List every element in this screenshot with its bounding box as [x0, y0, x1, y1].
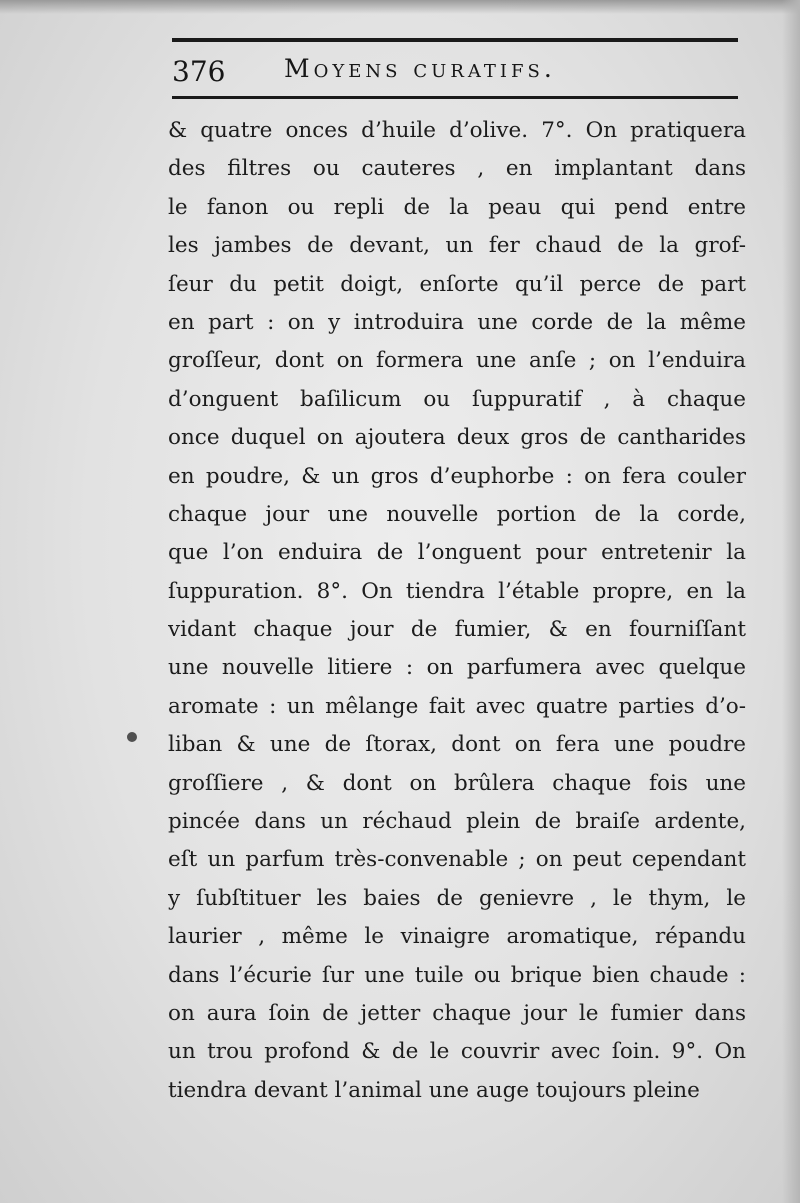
text-line: ſeur du petit doigt, enſorte qu’il perce de part — [168, 271, 746, 297]
text-line: en poudre, & un gros d’euphorbe : on fera couler — [168, 463, 746, 489]
text-line: vidant chaque jour de fumier, & en fourniſſant — [168, 617, 746, 643]
text-line: laurier , même le vinaigre aromatique, répandu — [168, 924, 746, 950]
text-line: groſſeur, dont on formera une anſe ; on l’enduira — [168, 348, 746, 374]
text-line: y ſubſtituer les baies de genievre , le thym, le — [168, 885, 746, 911]
page-number: 376 — [172, 55, 226, 88]
text-line: des filtres ou cauteres , en implantant dans — [168, 156, 746, 182]
text-line: une nouvelle litiere : on parfumera avec quelque — [168, 655, 746, 681]
text-line: eſt un parfum très-convenable ; on peut cependant — [168, 847, 746, 873]
text-line: les jambes de devant, un fer chaud de la grof- — [168, 233, 746, 259]
text-line: aromate : un mêlange fait avec quatre parties d’o- — [168, 693, 746, 719]
ink-spot — [127, 732, 137, 742]
text-line: & quatre onces d’huile d’olive. 7°. On pratiquera — [168, 118, 746, 143]
text-line: once duquel on ajoutera deux gros de cantharides — [168, 425, 746, 451]
text-line: dans l’écurie ſur une tuile ou brique bien chaude : — [168, 962, 746, 988]
text-line: ſuppuration. 8°. On tiendra l’étable propre, en la — [168, 578, 746, 604]
text-line: d’onguent baſilicum ou ſuppuratif , à chaque — [168, 386, 746, 412]
text-line: tiendra devant l’animal une auge toujours pleine — [168, 1077, 700, 1103]
text-line: chaque jour une nouvelle portion de la corde, — [168, 501, 746, 527]
header-top-rule — [172, 38, 738, 42]
page-header — [172, 38, 738, 104]
text-line: pincée dans un réchaud plein de braiſe ardente, — [168, 809, 746, 835]
body-text — [168, 112, 746, 1110]
text-line: le fanon ou repli de la peau qui pend entre — [168, 194, 746, 220]
text-line: que l’on enduira de l’onguent pour entretenir la — [168, 540, 746, 566]
text-line: un trou profond & de le couvrir avec ſoin. 9°. On — [168, 1039, 746, 1065]
running-head: Moyens curatifs. — [284, 54, 556, 83]
header-bottom-rule — [172, 96, 738, 99]
text-line: en part : on y introduira une corde de la même — [168, 309, 746, 335]
text-line: groſſiere , & dont on brûlera chaque fois une — [168, 770, 746, 796]
text-line: liban & une de ſtorax, dont on fera une poudre — [168, 732, 746, 758]
text-line: on aura ſoin de jetter chaque jour le fumier dans — [168, 1000, 746, 1026]
